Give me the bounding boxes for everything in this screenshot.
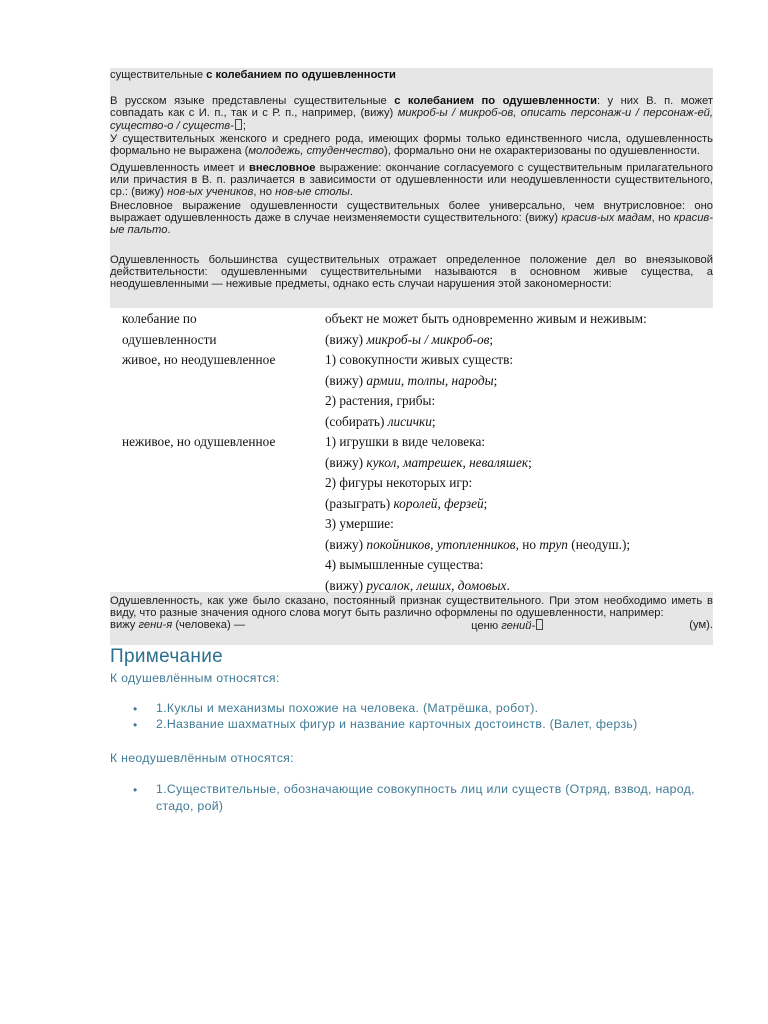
p4-text-c: . — [167, 224, 171, 237]
p3-text-b: выражение: окончание согласуемого с существительным прилагательного или причастия в В. п. различается в зависимости от одушевленности или неодушевленности существительного, ср.: (вижу) — [110, 162, 713, 199]
p6-example-mid — [471, 619, 543, 632]
cell-text: (разыграть) — [325, 495, 394, 511]
p6-l-a: вижу — [110, 619, 139, 632]
cell-text-end: ; — [528, 454, 532, 470]
table-row — [112, 393, 712, 414]
animate-heading: К одушевлённым относятся: — [110, 671, 280, 685]
table-cell-description: 2) фигуры некоторых игр: — [325, 475, 473, 490]
p6-m-a: ценю — [471, 620, 502, 633]
list-item: 1.Куклы и механизмы похожие на человека. (Матрёшка, робот). — [156, 701, 539, 715]
p2-text-b: ), формально они не охарактеризованы по одушевленности. — [384, 145, 700, 158]
table-cell-description — [325, 578, 510, 594]
table-cell-description: 3) умершие: — [325, 516, 394, 531]
intro-title-prefix: существительные — [110, 69, 207, 81]
p2-italic: молодежь, студенчество — [248, 145, 385, 158]
p3-text-a: Одушевленность имеет и — [110, 162, 250, 174]
p4-italic-2: красив-ые пальто — [110, 212, 713, 237]
p1-text-b: : у них В. п. может совпадать как с И. п., так и с Р. п., например, (вижу) — [110, 95, 713, 120]
cell-italic: армии, толпы, народы — [366, 372, 494, 388]
table-row — [112, 537, 712, 558]
paragraph-4 — [110, 200, 713, 236]
bullet-icon: • — [133, 783, 138, 797]
table-cell-description: 4) вымышленные существа: — [325, 557, 484, 572]
list-item: 1.Существительные, обозначающие совокупность лиц или существ (Отряд, взвод, народ, стадо, рой) — [156, 782, 695, 813]
cell-italic: кукол, матрешек, неваляшек — [366, 454, 529, 470]
cell-italic: лисички — [387, 413, 432, 429]
cell-text: (собирать) — [325, 413, 388, 429]
p1-end: ; — [242, 120, 246, 133]
table-row — [112, 311, 712, 332]
cell-italic: русалок, леших, домовых — [366, 577, 507, 593]
table-cell-description: 1) совокупности живых существ: — [325, 352, 514, 367]
p6-example-line — [110, 619, 713, 632]
p1-bold: с колебанием по одушевленности — [394, 95, 597, 107]
cell-text: (вижу) — [325, 536, 367, 552]
table-row — [112, 332, 712, 353]
p6-text: Одушевленность, как уже было сказано, постоянный признак существительного. При этом необходимо иметь в виду, что разные значения одного слова могут быть различно оформлены по одушевленности, например: — [110, 595, 713, 620]
table-cell-category: живое, но неодушевленное — [122, 352, 276, 367]
paragraph-3 — [110, 162, 713, 198]
table-row — [112, 475, 712, 496]
table-row — [112, 414, 712, 435]
p6-m-italic: гений- — [501, 620, 536, 633]
cell-text: (вижу) — [325, 577, 367, 593]
missing-glyph-icon — [235, 119, 242, 130]
cell-text-end: . — [506, 577, 510, 593]
p4-italic-1: красив-ых мадам — [561, 212, 652, 225]
table-cell-description: 2) растения, грибы: — [325, 393, 436, 408]
table-cell-description — [325, 537, 630, 553]
cell-text-end: ; — [493, 372, 498, 388]
bullet-icon: • — [133, 718, 138, 732]
table-row — [112, 352, 712, 373]
table-cell-description — [325, 496, 487, 512]
p6-l-italic: гени-я — [138, 619, 173, 632]
table-cell-category: колебание по — [122, 311, 197, 326]
table-cell-description: 1) игрушки в виде человека: — [325, 434, 486, 449]
paragraph-2 — [110, 133, 713, 157]
intro-title-bold: с колебанием по одушевленности — [206, 69, 396, 81]
p2-text-a: У существительных женского и среднего рода, имеющих формы только единственного числа, одушевленность формально не выражена ( — [110, 133, 713, 158]
table-cell-category: неживое, но одушевленное — [122, 434, 276, 449]
table-cell-description — [325, 373, 497, 389]
table-row — [112, 516, 712, 537]
p5-text: Одушевленность большинства существительных отражает определенное положение дел во внеязыковой действительности: одушевленными существительными называются в основном живые существа, а неодушевленными — неживые предметы, однако есть случаи нарушения этой закономерности: — [110, 254, 713, 291]
table-cell-description — [325, 414, 436, 430]
table-cell-description — [325, 455, 532, 471]
cell-text: (вижу) — [325, 372, 367, 388]
p6-l-b: (человека) — — [172, 619, 246, 632]
inanimate-heading: К неодушевлённым относятся: — [110, 751, 294, 765]
cell-text-end: ; — [431, 413, 436, 429]
p3-italic-2: нов-ые столы — [275, 186, 350, 199]
p3-italic-1: нов-ых учеников — [167, 186, 254, 199]
table-row — [112, 455, 712, 476]
missing-glyph-icon — [536, 619, 543, 630]
animacy-table — [112, 311, 712, 598]
table-row — [112, 557, 712, 578]
p6-example-right: (ум). — [689, 619, 713, 632]
cell-italic: королей, ферзей — [393, 495, 484, 511]
paragraph-1 — [110, 95, 713, 132]
cell-text: (вижу) — [325, 331, 367, 347]
cell-text-end: ; — [489, 331, 494, 347]
paragraph-6 — [110, 595, 713, 632]
cell-text: (вижу) — [325, 454, 367, 470]
cell-text-end: (неодуш.); — [567, 536, 631, 552]
table-row — [112, 496, 712, 517]
cell-text-mid: , но — [515, 536, 540, 552]
bullet-icon: • — [133, 702, 138, 716]
note-heading: Примечание — [110, 646, 223, 667]
table-cell-category: одушевленности — [122, 331, 217, 347]
p1-italic: микроб-ы / микроб-ов, описать персонаж-и / персонаж-ей, существо-о / существ- — [110, 107, 713, 133]
cell-italic: микроб-ы / микроб-ов — [366, 331, 490, 347]
table-row — [112, 373, 712, 394]
table-cell-description — [325, 332, 493, 348]
table-cell-description: объект не может быть одновременно живым и неживым: — [325, 311, 647, 326]
p4-text-b: , но — [651, 212, 674, 225]
p3-text-c: , но — [253, 186, 276, 199]
p6-example-left — [110, 619, 245, 632]
list-item: 2.Название шахматных фигур и название карточных достоинств. (Валет, ферзь) — [156, 717, 638, 731]
paragraph-5 — [110, 254, 713, 290]
p1-text-a: В русском языке представлены существительные — [110, 95, 395, 107]
cell-italic: покойников, утопленников — [366, 536, 516, 552]
cell-italic-2: труп — [539, 536, 568, 552]
p4-text-a: Внесловное выражение одушевленности существительных более универсально, чем внутрисловное: оно выражает одушевленность даже в случае неизменяемости существительного: (вижу) — [110, 200, 713, 225]
cell-text-end: ; — [483, 495, 488, 511]
table-row — [112, 434, 712, 455]
p3-bold: внесловное — [249, 162, 316, 174]
p3-text-d: . — [349, 186, 353, 199]
intro-title — [110, 69, 713, 81]
